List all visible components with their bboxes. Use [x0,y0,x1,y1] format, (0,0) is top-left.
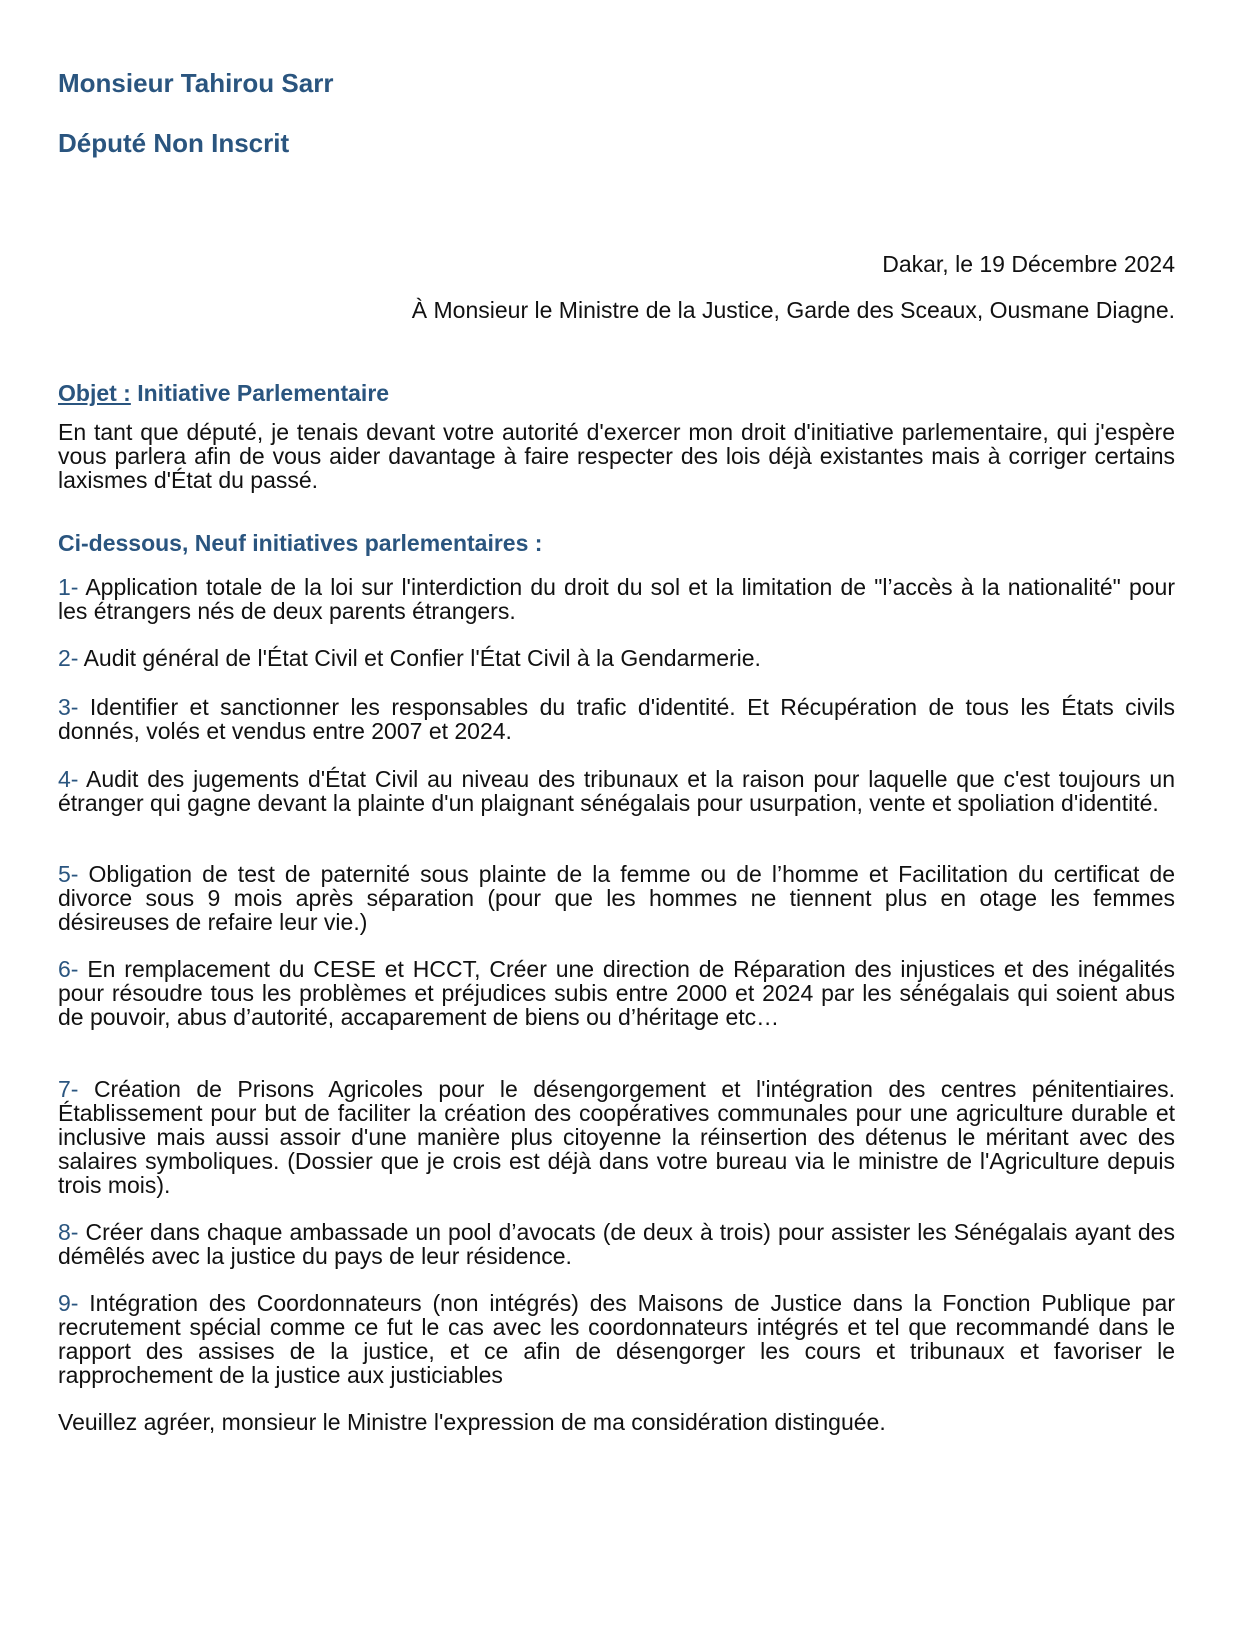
initiative-item: 9- Intégration des Coordonnateurs (non intégrés) des Maisons de Justice dans la Fonction Publique par recrutement spécial comme ce fut le cas avec les coordonnateurs intégrés et tel que recommandé dans le rapport des assises de la justice, et ce afin de désengorger les cours et tribunaux et favoriser le rapprochement de la justice aux justiciables [58,1290,1175,1388]
initiative-text: Obligation de test de paternité sous plainte de la femme ou de l’homme et Facilitation du certificat de divorce sous 9 mois après séparation (pour que les hommes ne tiennent plus en otage les femmes désireuses de refaire leur vie.) [58,861,1175,935]
initiative-item: 1- Application totale de la loi sur l'interdiction du droit du sol et la limitation de "l’accès à la nationalité" pour les étrangers nés de deux parents étrangers. [58,574,1175,624]
initiative-text: Création de Prisons Agricoles pour le désengorgement et l'intégration des centres pénitentiaires. Établissement pour but de faciliter la création des coopératives communales pour une agriculture durable et inclusive mais aussi assoir d'une manière plus citoyenne la réinsertion des détenus le méritant avec des salaires symboliques. (Dossier que je crois est déjà dans votre bureau via le ministre de l'Agriculture depuis trois mois). [58,1076,1175,1198]
initiative-number: 3 [58,694,71,720]
intro-paragraph: En tant que député, je tenais devant votre autorité d'exercer mon droit d'initiative parlementaire, qui j'espère vous parlera afin de vous aider davantage à faire respecter des lois déjà existantes mais à corriger certains laxismes d'État du passé. [58,419,1175,493]
initiative-number: 2 [58,645,71,671]
initiative-text: Intégration des Coordonnateurs (non intégrés) des Maisons de Justice dans la Fonction Publique par recrutement spécial comme ce fut le cas avec les coordonnateurs intégrés et tel que recommandé dans le rapport des assises de la justice, et ce afin de désengorger les cours et tribunaux et favoriser le rapprochement de la justice aux justiciables [58,1290,1175,1388]
subject-text: Initiative Parlementaire [137,380,390,406]
date-line: Dakar, le 19 Décembre 2024 [882,251,1175,277]
initiative-item: 2- Audit général de l'État Civil et Confier l'État Civil à la Gendarmerie. [58,645,761,671]
initiative-text: Audit général de l'État Civil et Confier l'État Civil à la Gendarmerie. [83,645,761,671]
initiative-item: 5- Obligation de test de paternité sous plainte de la femme ou de l’homme et Facilitation du certificat de divorce sous 9 mois après séparation (pour que les hommes ne tiennent plus en otage les femmes désireuses de refaire leur vie.) [58,861,1175,935]
sender-title: Député Non Inscrit [58,128,290,158]
initiative-text: Identifier et sanctionner les responsables du trafic d'identité. Et Récupération de tous les États civils donnés, volés et vendus entre 2007 et 2024. [58,694,1175,744]
initiative-number: 4 [58,766,71,792]
initiatives-heading: Ci-dessous, Neuf initiatives parlementaires : [58,530,543,556]
initiative-text: Application totale de la loi sur l'interdiction du droit du sol et la limitation de "l’accès à la nationalité" pour les étrangers nés de deux parents étrangers. [58,574,1175,624]
recipient-line: À Monsieur le Ministre de la Justice, Garde des Sceaux, Ousmane Diagne. [411,297,1175,323]
initiative-number: 5 [58,861,71,887]
initiative-number: 7 [58,1076,71,1102]
initiative-number: 9 [58,1290,71,1316]
initiative-item: 4- Audit des jugements d'État Civil au niveau des tribunaux et la raison pour laquelle que c'est toujours un étranger qui gagne devant la plainte d'un plaignant sénégalais pour usurpation, vente et spoliation d'identité. [58,766,1175,816]
initiative-item: 8- Créer dans chaque ambassade un pool d’avocats (de deux à trois) pour assister les Sénégalais ayant des démêlés avec la justice du pays de leur résidence. [58,1219,1175,1269]
initiative-text: Audit des jugements d'État Civil au niveau des tribunaux et la raison pour laquelle que c'est toujours un étranger qui gagne devant la plainte d'un plaignant sénégalais pour usurpation, vente et spoliation d'identité. [58,766,1175,816]
initiative-number: 8 [58,1219,71,1245]
initiative-item: 7- Création de Prisons Agricoles pour le désengorgement et l'intégration des centres pénitentiaires. Établissement pour but de faciliter la création des coopératives communales pour une agriculture durable et inclusive mais aussi assoir d'une manière plus citoyenne la réinsertion des détenus le méritant avec des salaires symboliques. (Dossier que je crois est déjà dans votre bureau via le ministre de l'Agriculture depuis trois mois). [58,1076,1175,1198]
initiative-number: 6 [58,956,71,982]
initiative-item: 6- En remplacement du CESE et HCCT, Créer une direction de Réparation des injustices et des inégalités pour résoudre tous les problèmes et préjudices subis entre 2000 et 2024 par les sénégalais qui soient abus de pouvoir, abus d’autorité, accaparement de biens ou d’héritage etc… [58,956,1175,1030]
closing-paragraph: Veuillez agréer, monsieur le Ministre l'expression de ma considération distinguée. [58,1409,886,1435]
initiative-text: Créer dans chaque ambassade un pool d’avocats (de deux à trois) pour assister les Sénégalais ayant des démêlés avec la justice du pays de leur résidence. [58,1219,1175,1269]
initiative-number: 1 [58,574,71,600]
initiative-text: En remplacement du CESE et HCCT, Créer une direction de Réparation des injustices et des inégalités pour résoudre tous les problèmes et préjudices subis entre 2000 et 2024 par les sénégalais qui soient abus de pouvoir, abus d’autorité, accaparement de biens ou d’héritage etc… [58,956,1175,1030]
subject-label: Objet : [58,380,131,406]
initiative-item: 3- Identifier et sanctionner les responsables du trafic d'identité. Et Récupération de tous les États civils donnés, volés et vendus entre 2007 et 2024. [58,694,1175,744]
subject-line [58,378,389,408]
sender-name: Monsieur Tahirou Sarr [58,68,334,98]
